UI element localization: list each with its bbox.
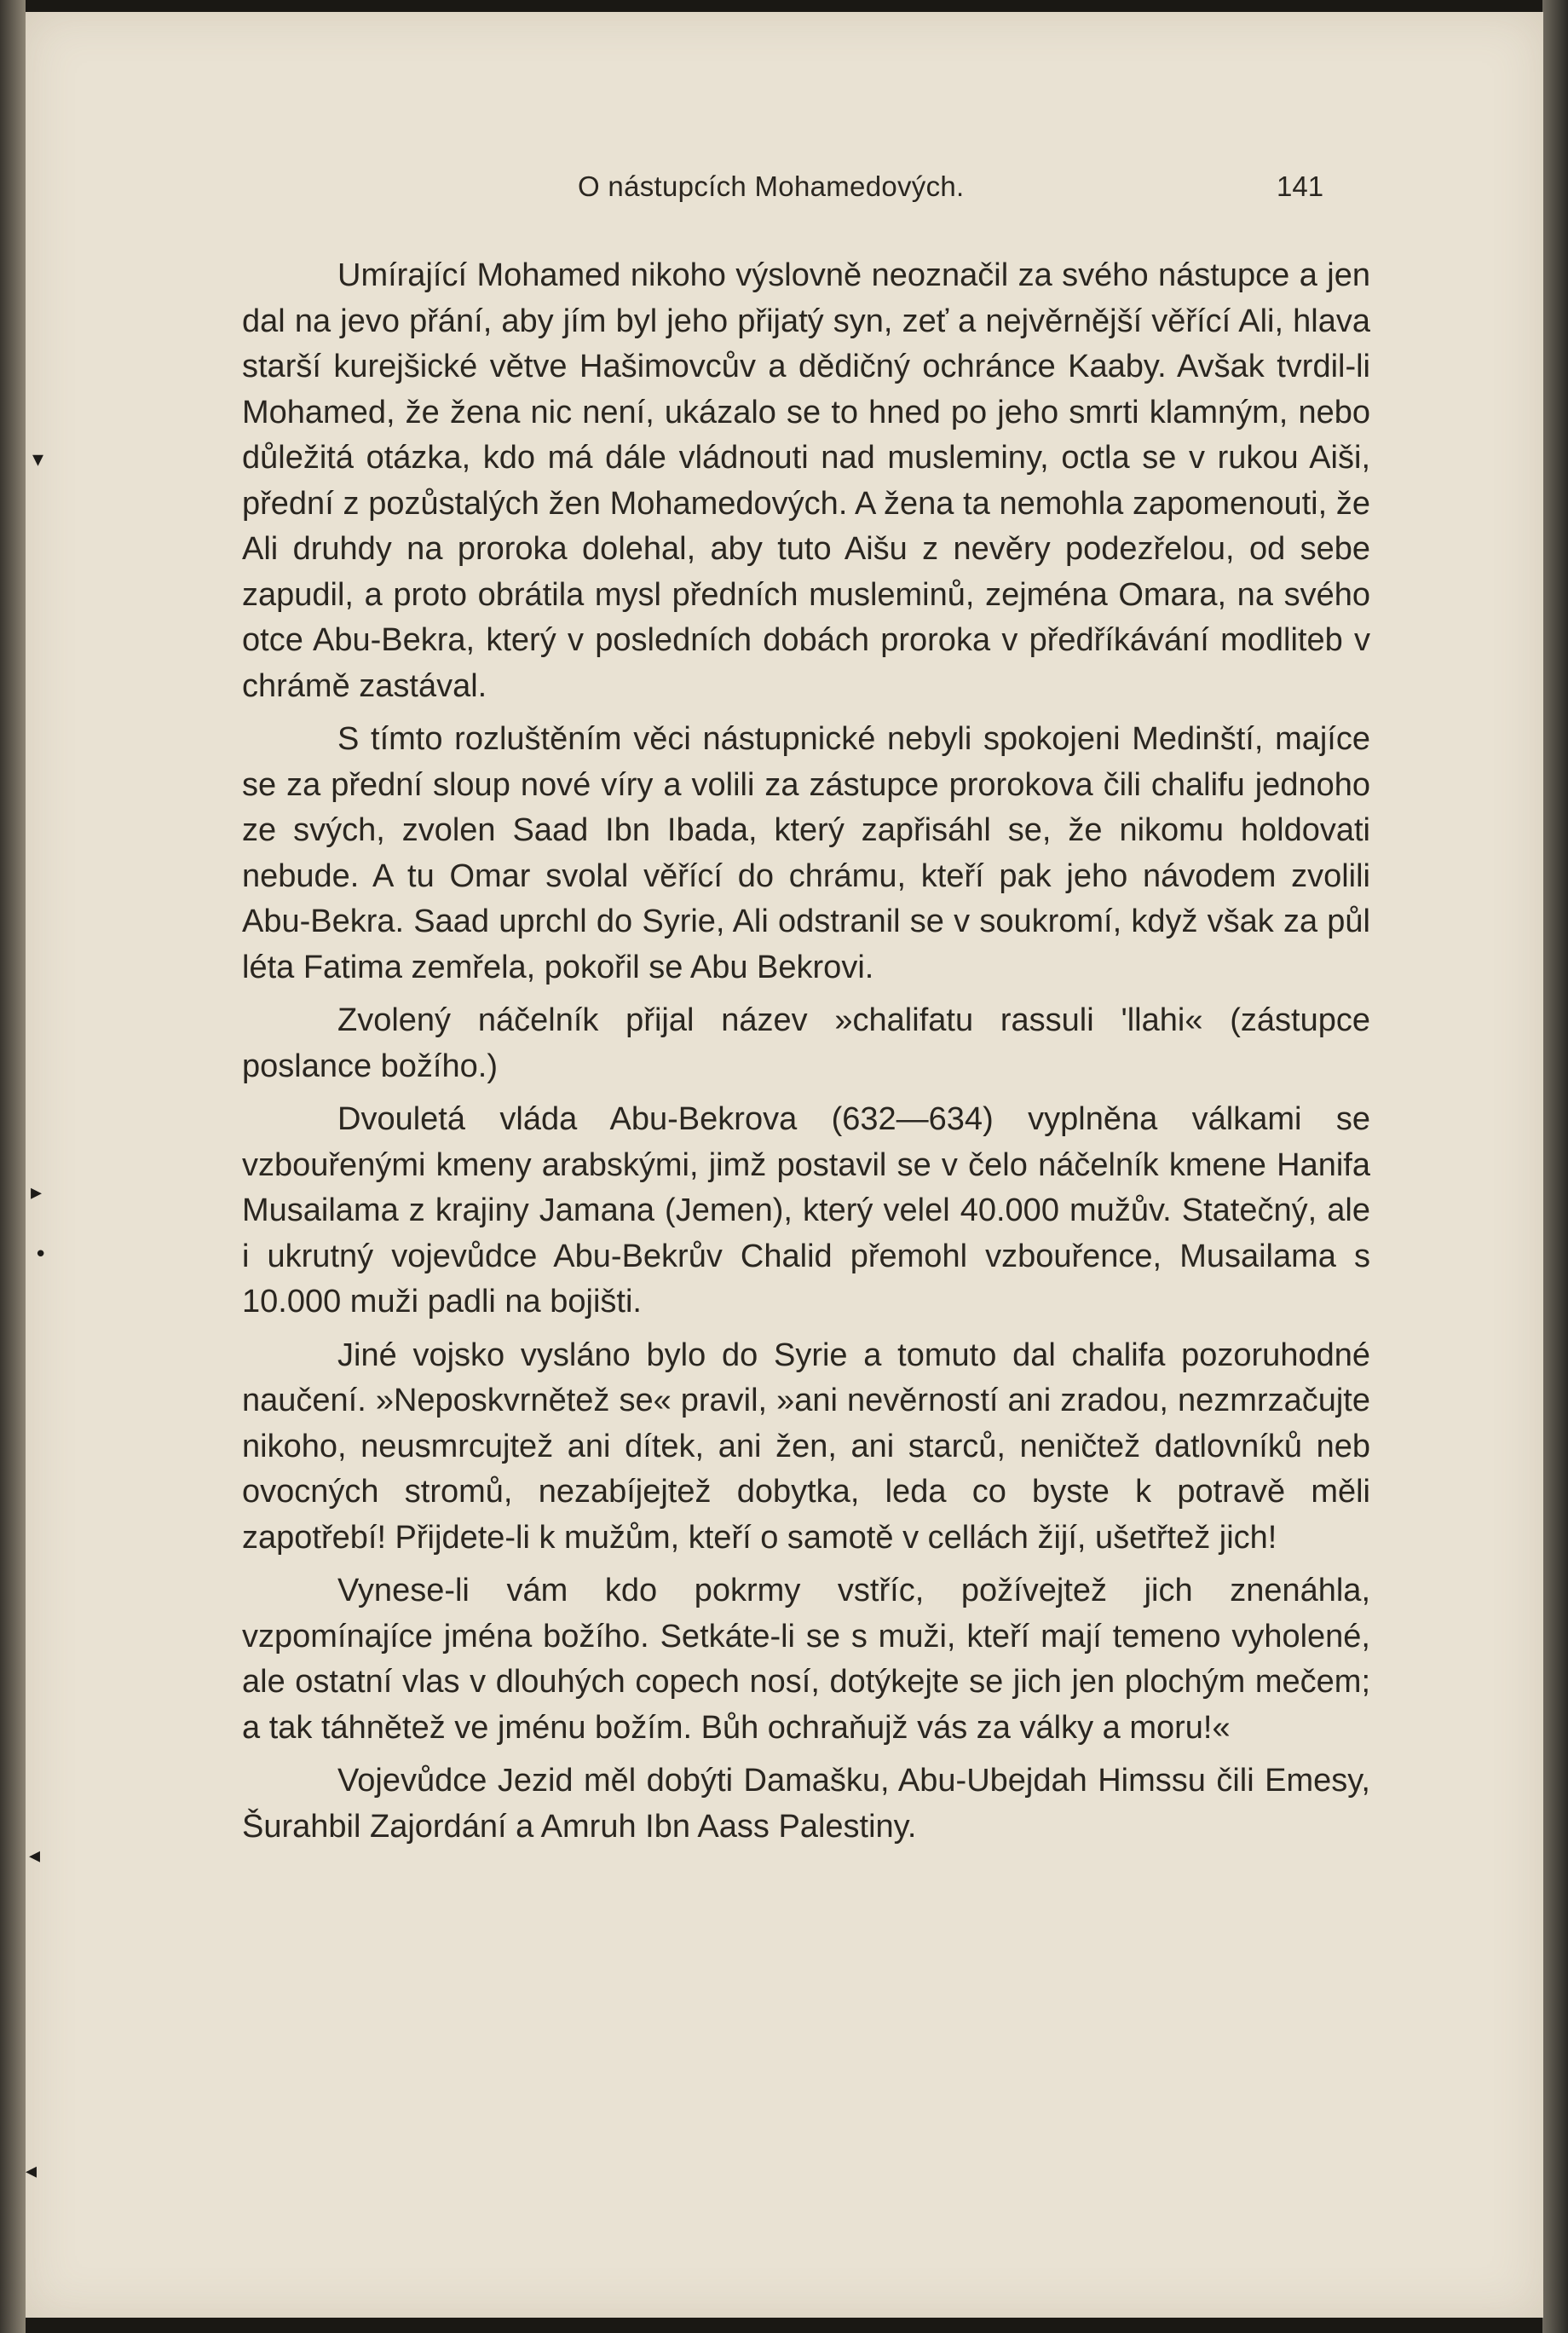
margin-speck: ▸	[31, 1180, 43, 1205]
page-number: 141	[1277, 170, 1324, 202]
page-edge-left	[0, 0, 26, 2333]
paragraph: Jiné vojsko vysláno bylo do Syrie a tomuto dal chalifa pozoruhodné naučení. »Neposkvrnětež se« pravil, »ani nevěrností ani zradou, nezmrzačujte nikoho, neusmrcujtež ani dítek, ani žen, ani starců, neničtež datlovníků neb ovocných stromů, nezabíjejtež dobytka, leda co byste k potravě měli zapotřebí! Přijdete-li k mužům, kteří o samotě v cellách žijí, ušetřtež jich!	[242, 1337, 1370, 1556]
page-edge-right	[1542, 0, 1568, 2333]
body-text	[242, 253, 1370, 1857]
paragraph: Dvouletá vláda Abu-Bekrova (632—634) vyplněna válkami se vzbouřenými kmeny arabskými, jimž postavil se v čelo náčelník kmene Hanifa Musailama z krajiny Jamana (Jemen), který velel 40.000 mužův. Statečný, ale i ukrutný vojevůdce Abu-Bekrův Chalid přemohl vzbouřence, Musailama s 10.000 muži padli na bojišti.	[242, 1101, 1370, 1320]
page-header	[26, 170, 1543, 213]
margin-speck: •	[34, 1242, 48, 1268]
paragraph: S tímto rozluštěním věci nástupnické nebyli spokojeni Medinští, majíce se za přední sloup nové víry a volili za zástupce prorokova čili chalifu jednoho ze svých, zvolen Saad Ibn Ibada, který zapřisáhl se, že nikomu holdovati nebude. A tu Omar svolal věřící do chrámu, kteří pak jeho návodem zvolili Abu-Bekra. Saad uprchl do Syrie, Ali odstranil se v soukromí, když však za půl léta Fatima zemřela, pokořil se Abu Bekrovi.	[242, 721, 1370, 985]
paragraph: Zvolený náčelník přijal název »chalifatu rassuli 'llahi« (zástupce poslance božího.)	[242, 1002, 1370, 1084]
book-page	[26, 12, 1543, 2318]
margin-speck: ◂	[26, 2158, 37, 2184]
paragraph: Vynese-li vám kdo pokrmy vstříc, požívejtež jich znenáhla, vzpomínajíce jména božího. Setkáte-li se s muži, kteří mají temeno vyholené, ale ostatní vlas v dlouhých copech nosí, dotýkejte se jich jen plochým mečem; a tak táhnětež ve jménu božím. Bůh ochraňujž vás za války a moru!«	[242, 1573, 1370, 1746]
margin-speck: ◂	[29, 1843, 41, 1868]
paragraph: Umírající Mohamed nikoho výslovně neoznačil za svého nástupce a jen dal na jevo přání, aby jím byl jeho přijatý syn, zeť a nejvěrnější věřící Ali, hlava starší kurejšické větve Hašimovcův a dědičný ochránce Kaaby. Avšak tvrdil-li Mohamed, že žena nic není, ukázalo se to hned po jeho smrti klamným, nebo důležitá otázka, kdo má dále vládnouti nad musleminy, octla se v rukou Aiši, přední z pozůstalých žen Mohamedových. A žena ta nemohla zapomenouti, že Ali druhdy na proroka dolehal, aby tuto Aišu z nevěry podezřelou, od sebe zapudil, a proto obrátila mysl předních musleminů, zejména Omara, na svého otce Abu-Bekra, který v posledních dobách proroka v předříkávání modliteb v chrámě zastával.	[242, 257, 1370, 704]
margin-speck: ▾	[32, 447, 44, 472]
paragraph: Vojevůdce Jezid měl dobýti Damašku, Abu-Ubejdah Himssu čili Emesy, Šurahbil Zajordání a Amruh Ibn Aass Palestiny.	[242, 1763, 1370, 1845]
running-title: O nástupcích Mohamedových.	[578, 170, 965, 202]
